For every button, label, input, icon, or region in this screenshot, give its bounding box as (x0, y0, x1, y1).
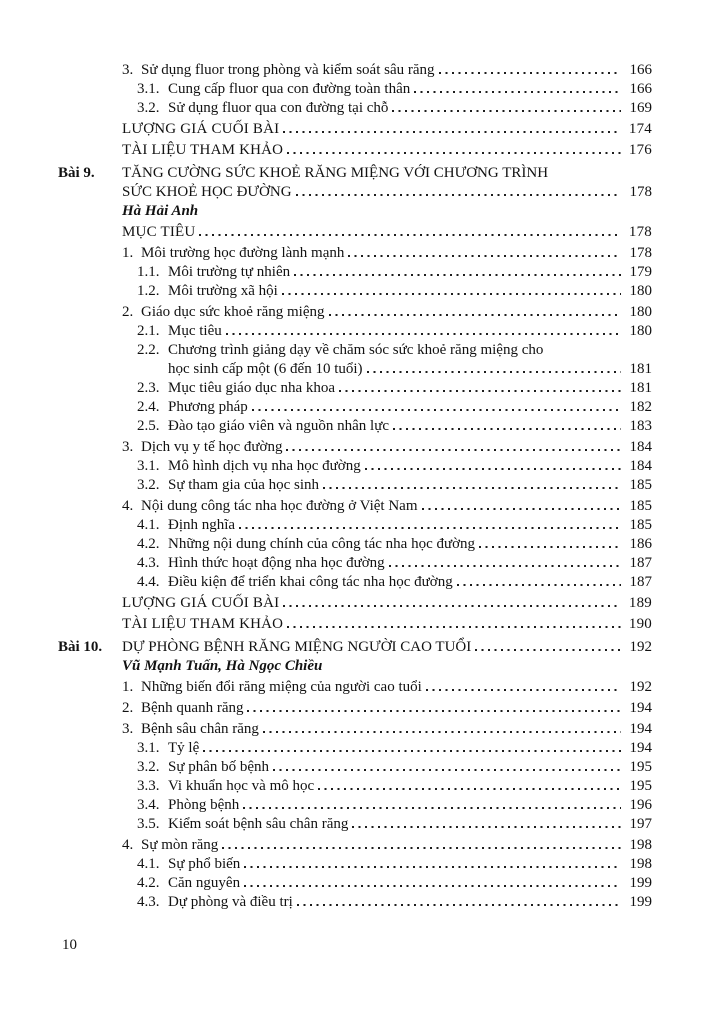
toc-entry (58, 322, 652, 340)
entry-number: 3. (122, 721, 134, 737)
entry-number: 3. (122, 62, 134, 78)
entry-number: 2. (122, 304, 134, 320)
entry-page-number: 176 (628, 142, 652, 158)
dot-leader (283, 131, 621, 133)
entry-title: Cung cấp fluor qua con đường toàn thân (168, 81, 411, 97)
dot-leader (352, 826, 621, 828)
entry-title: Sự phân bố bệnh (168, 759, 270, 775)
toc-entry (58, 893, 652, 911)
entry-page-number: 180 (629, 283, 652, 299)
entry-page-number: 174 (628, 121, 652, 137)
entry-title: Môi trường học đường lành mạnh (141, 245, 345, 261)
chapter-title-line1: TĂNG CƯỜNG SỨC KHOẺ RĂNG MIỆNG VỚI CHƯƠNG TRÌNH (122, 165, 549, 181)
entry-number: 4.2. (137, 875, 160, 891)
toc-entry (58, 516, 652, 534)
toc-entry (58, 476, 652, 494)
entry-page-number: 179 (629, 264, 652, 280)
entry-number: 3.1. (137, 458, 160, 474)
toc-entry (58, 573, 652, 591)
entry-page-number: 192 (629, 639, 652, 655)
entry-page-number: 166 (629, 62, 652, 78)
entry-page-number: 181 (629, 361, 652, 377)
entry-title-line1: Chương trình giảng dạy về chăm sóc sức khoẻ răng miệng cho (168, 342, 544, 358)
entry-title: Mục tiêu (168, 323, 222, 339)
dot-leader (287, 626, 621, 628)
toc-entry (58, 497, 652, 515)
dot-leader (282, 293, 621, 295)
toc-entry (58, 720, 652, 738)
dot-leader (296, 194, 621, 196)
entry-page-number: 185 (629, 517, 652, 533)
toc-entry (58, 438, 652, 456)
toc-entry (58, 836, 652, 854)
entry-page-number: 183 (629, 418, 652, 434)
entry-title: Dịch vụ y tế học đường (141, 439, 283, 455)
dot-leader (226, 333, 621, 335)
dot-leader (475, 649, 621, 651)
dot-leader (348, 255, 621, 257)
toc-entry (58, 739, 652, 757)
toc-section-heading (58, 223, 652, 241)
entry-title: Sử dụng fluor qua con đường tại chỗ (168, 100, 389, 116)
toc-list (58, 58, 652, 912)
entry-title: Nội dung công tác nha học đường ở Việt Nam (141, 498, 418, 514)
page-number: 10 (62, 937, 77, 953)
chapter-title-line2: SỨC KHOẺ HỌC ĐƯỜNG (122, 184, 292, 200)
entry-page-number: 198 (629, 837, 652, 853)
entry-title-line2: học sinh cấp một (6 đến 10 tuổi) (168, 361, 363, 377)
toc-section-heading (58, 141, 652, 159)
entry-title: Mục tiêu giáo dục nha khoa (168, 380, 336, 396)
entry-number: 2.3. (137, 380, 160, 396)
toc-authors (58, 202, 652, 220)
toc-entry (58, 678, 652, 696)
section-heading-title: TÀI LIỆU THAM KHẢO (122, 142, 284, 158)
section-heading-title: MỤC TIÊU (122, 224, 196, 240)
toc-entry (58, 398, 652, 416)
dot-leader (283, 605, 621, 607)
toc-entry (58, 99, 652, 117)
entry-page-number: 169 (629, 100, 652, 116)
toc-section-heading (58, 120, 652, 138)
dot-leader (203, 750, 621, 752)
entry-number: 3.1. (137, 740, 160, 756)
entry-number: 2.2. (137, 342, 160, 358)
entry-page-number: 194 (629, 721, 652, 737)
dot-leader (367, 371, 621, 373)
toc-entry (58, 244, 652, 262)
toc-entry (58, 282, 652, 300)
toc-entry (58, 303, 652, 321)
entry-title: Tỷ lệ (168, 740, 200, 756)
toc-entry (58, 777, 652, 795)
dot-leader (329, 314, 622, 316)
entry-page-number: 187 (629, 555, 652, 571)
entry-page-number: 196 (629, 797, 652, 813)
dot-leader (243, 807, 621, 809)
entry-page-number: 184 (629, 439, 652, 455)
toc-entry (58, 457, 652, 475)
toc-entry (58, 554, 652, 572)
dot-leader (422, 508, 621, 510)
dot-leader (239, 527, 621, 529)
entry-title: Bệnh quanh răng (141, 700, 244, 716)
entry-number: 3.2. (137, 477, 160, 493)
entry-number: 1.2. (137, 283, 160, 299)
dot-leader (457, 584, 621, 586)
entry-page-number: 180 (629, 323, 652, 339)
entry-title: Vi khuẩn học và mô học (168, 778, 315, 794)
dot-leader (414, 91, 621, 93)
entry-page-number: 185 (629, 498, 652, 514)
toc-entry (58, 417, 652, 435)
entry-title: Đào tạo giáo viên và nguồn nhân lực (168, 418, 389, 434)
dot-leader (339, 390, 621, 392)
dot-leader (199, 234, 621, 236)
entry-number: 2.1. (137, 323, 160, 339)
chapter-label: Bài 10. (58, 639, 103, 655)
entry-page-number: 185 (629, 477, 652, 493)
dot-leader (297, 904, 621, 906)
entry-number: 4.2. (137, 536, 160, 552)
toc-entry (58, 874, 652, 892)
entry-title: Giáo dục sức khoẻ răng miệng (141, 304, 325, 320)
entry-number: 2.5. (137, 418, 160, 434)
entry-page-number: 198 (629, 856, 652, 872)
dot-leader (294, 274, 621, 276)
entry-number: 3.4. (137, 797, 160, 813)
toc-entry (58, 699, 652, 717)
dot-leader (263, 731, 621, 733)
dot-leader (439, 72, 621, 74)
toc-entry (58, 796, 652, 814)
entry-number: 3.2. (137, 759, 160, 775)
toc-entry (58, 758, 652, 776)
dot-leader (273, 769, 621, 771)
dot-leader (287, 152, 621, 154)
dot-leader (286, 449, 621, 451)
entry-number: 3.2. (137, 100, 160, 116)
entry-title: Phòng bệnh (168, 797, 240, 813)
toc-entry (58, 263, 652, 281)
entry-page-number: 180 (629, 304, 652, 320)
dot-leader (393, 428, 621, 430)
entry-page-number: 197 (629, 816, 652, 832)
section-heading-title: LƯỢNG GIÁ CUỐI BÀI (122, 121, 280, 137)
entry-title: Định nghĩa (168, 517, 236, 533)
entry-page-number: 186 (629, 536, 652, 552)
toc-chapter-entry (58, 638, 652, 657)
section-heading-title: LƯỢNG GIÁ CUỐI BÀI (122, 595, 280, 611)
chapter-label: Bài 9. (58, 165, 95, 181)
toc-entry (58, 815, 652, 833)
entry-title: Những biến đổi răng miệng của người cao tuổi (141, 679, 422, 695)
toc-section-heading (58, 594, 652, 612)
entry-number: 4.3. (137, 894, 160, 910)
dot-leader (479, 546, 621, 548)
toc-entry (58, 61, 652, 79)
entry-number: 3. (122, 439, 134, 455)
entry-number: 3.1. (137, 81, 160, 97)
entry-title: Môi trường xã hội (168, 283, 278, 299)
entry-number: 2.4. (137, 399, 160, 415)
dot-leader (244, 866, 621, 868)
toc-chapter-entry (58, 164, 652, 202)
dot-leader (247, 710, 621, 712)
entry-title: Sự mòn răng (141, 837, 219, 853)
entry-title: Mô hình dịch vụ nha học đường (168, 458, 361, 474)
toc-entry (58, 80, 652, 98)
entry-page-number: 192 (629, 679, 652, 695)
entry-page-number: 199 (629, 894, 652, 910)
entry-page-number: 194 (629, 700, 652, 716)
entry-title: Sự phổ biến (168, 856, 241, 872)
entry-page-number: 178 (628, 224, 652, 240)
entry-number: 1. (122, 679, 134, 695)
entry-title: Môi trường tự nhiên (168, 264, 291, 280)
entry-page-number: 166 (629, 81, 652, 97)
toc-entry-wrapped (58, 341, 652, 378)
entry-number: 4.1. (137, 517, 160, 533)
entry-number: 1. (122, 245, 134, 261)
entry-page-number: 181 (629, 380, 652, 396)
entry-number: 4. (122, 498, 134, 514)
entry-title: Điều kiện để triển khai công tác nha học đường (168, 574, 453, 590)
authors-names: Vũ Mạnh Tuấn, Hà Ngọc Chiều (122, 658, 323, 674)
entry-page-number: 199 (629, 875, 652, 891)
toc-authors (58, 657, 652, 675)
entry-title: Kiểm soát bệnh sâu chân răng (168, 816, 349, 832)
dot-leader (252, 409, 621, 411)
entry-page-number: 189 (628, 595, 652, 611)
entry-title: Những nội dung chính của công tác nha học đường (168, 536, 476, 552)
entry-number: 3.5. (137, 816, 160, 832)
chapter-title: DỰ PHÒNG BỆNH RĂNG MIỆNG NGƯỜI CAO TUỔI (122, 639, 472, 655)
entry-page-number: 190 (628, 616, 652, 632)
entry-number: 4.4. (137, 574, 160, 590)
entry-page-number: 187 (629, 574, 652, 590)
toc-entry (58, 535, 652, 553)
dot-leader (222, 847, 621, 849)
entry-title: Căn nguyên (168, 875, 241, 891)
dot-leader (244, 885, 621, 887)
dot-leader (365, 468, 621, 470)
dot-leader (323, 487, 621, 489)
entry-page-number: 182 (629, 399, 652, 415)
entry-title: Sử dụng fluor trong phòng và kiểm soát sâu răng (141, 62, 435, 78)
toc-entry (58, 855, 652, 873)
entry-number: 4.3. (137, 555, 160, 571)
entry-page-number: 178 (629, 184, 652, 200)
entry-page-number: 184 (629, 458, 652, 474)
entry-number: 2. (122, 700, 134, 716)
entry-number: 3.3. (137, 778, 160, 794)
dot-leader (318, 788, 621, 790)
entry-title: Hình thức hoạt động nha học đường (168, 555, 385, 571)
section-heading-title: TÀI LIỆU THAM KHẢO (122, 616, 284, 632)
entry-page-number: 194 (629, 740, 652, 756)
entry-page-number: 178 (629, 245, 652, 261)
toc-section-heading (58, 615, 652, 633)
entry-number: 1.1. (137, 264, 160, 280)
authors-names: Hà Hải Anh (122, 203, 199, 219)
entry-title: Bệnh sâu chân răng (141, 721, 259, 737)
entry-title: Phương pháp (168, 399, 248, 415)
dot-leader (392, 110, 621, 112)
toc-entry (58, 379, 652, 397)
entry-title: Sự tham gia của học sinh (168, 477, 320, 493)
dot-leader (389, 565, 621, 567)
entry-number: 4. (122, 837, 134, 853)
entry-page-number: 195 (629, 759, 652, 775)
entry-number: 4.1. (137, 856, 160, 872)
dot-leader (426, 689, 621, 691)
entry-page-number: 195 (629, 778, 652, 794)
entry-title: Dự phòng và điều trị (168, 894, 293, 910)
